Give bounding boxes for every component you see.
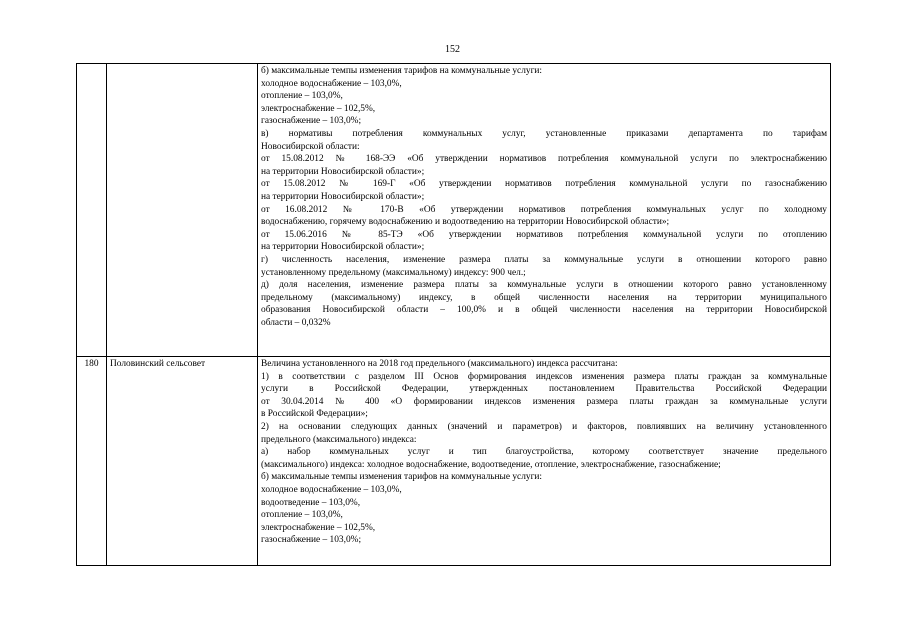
- table-row: [77, 64, 831, 357]
- index-description-cell: [258, 357, 831, 566]
- row-number-cell: 180: [77, 357, 107, 566]
- text-line: от 15.08.2012 № 169-Г «Об утверждении нормативов потребления коммунальной услуги по газоснабжению: [261, 179, 827, 190]
- text-line: (максимального) индекса: холодное водоснабжение, водоотведение, отопление, электроснабжение, газоснабжение;: [261, 459, 721, 470]
- text-line: б) максимальные темпы изменения тарифов на коммунальные услуги:: [261, 472, 543, 483]
- tariff-table: [76, 63, 831, 566]
- text-line: от 15.06.2016 № 85-ТЭ «Об утверждении нормативов потребления коммунальной услуги по отоплению: [261, 229, 827, 240]
- text-line: в Российской Федерации»;: [261, 409, 368, 420]
- text-line: холодное водоснабжение – 103,0%,: [261, 484, 402, 495]
- text-line: 2) на основании следующих данных (значений и параметров) и факторов, повлиявших на величину установленного: [261, 421, 827, 432]
- text-line: Величина установленного на 2018 год предельного (максимального) индекса рассчитана:: [261, 359, 618, 369]
- text-line: Новосибирской области:: [261, 141, 360, 152]
- text-line: отопление – 103,0%,: [261, 510, 343, 521]
- text-line: 1) в соответствии с разделом III Основ формирования индексов изменения размера платы граждан за коммунальные: [261, 371, 827, 382]
- text-line: электроснабжение – 102,5%,: [261, 522, 376, 533]
- text-line: д) доля населения, изменение размера платы за коммунальные услуги в отношении которого равно установленному: [261, 280, 827, 291]
- municipality-name-cell: [107, 64, 258, 357]
- text-line: установленному предельному (максимальному) индексу: 900 чел.;: [261, 267, 526, 278]
- text-line: предельного (максимального) индекса:: [261, 434, 417, 445]
- text-line: в) нормативы потребления коммунальных услуг, установленные приказами департамента по тарифам: [261, 128, 827, 139]
- text-line: электроснабжение – 102,5%,: [261, 103, 376, 114]
- page-number: 152: [445, 44, 460, 55]
- text-line: газоснабжение – 103,0%;: [261, 116, 362, 127]
- municipality-name-cell: Половинский сельсовет: [107, 357, 258, 566]
- text-line: образования Новосибирской области – 100,0% и в общей численности населения на территории Новосибирской: [261, 305, 827, 316]
- text-line: водоснабжению, горячему водоснабжению и водоотведению на территории Новосибирской области»;: [261, 217, 670, 228]
- text-line: от 15.08.2012 № 168-ЭЭ «Об утверждении нормативов потребления коммунальной услуги по электроснабжению: [261, 154, 827, 165]
- table-row: [77, 357, 831, 566]
- text-line: на территории Новосибирской области»;: [261, 191, 425, 202]
- text-line: холодное водоснабжение – 103,0%,: [261, 78, 402, 89]
- text-line: г) численность населения, изменение размера платы за коммунальные услуги в отношении которого равно: [261, 254, 827, 265]
- text-line: от 16.08.2012 № 170-В «Об утверждении нормативов потребления коммунальных услуг по холодному: [261, 204, 827, 215]
- text-line: на территории Новосибирской области»;: [261, 166, 425, 177]
- text-line: области – 0,032%: [261, 317, 331, 328]
- index-description-cell: [258, 64, 831, 357]
- text-line: водоотведение – 103,0%,: [261, 497, 361, 508]
- text-line: услуги в Российской Федерации, утвержденных постановлением Правительства Российской Федерации: [261, 384, 827, 395]
- text-line: отопление – 103,0%,: [261, 91, 343, 102]
- text-line: а) набор коммунальных услуг и тип благоустройства, которому соответствует значение предельного: [261, 447, 827, 458]
- row-number-cell: [77, 64, 107, 357]
- text-line: на территории Новосибирской области»;: [261, 242, 425, 253]
- text-line: газоснабжение – 103,0%;: [261, 535, 362, 546]
- text-line: б) максимальные темпы изменения тарифов на коммунальные услуги:: [261, 66, 543, 76]
- text-line: от 30.04.2014 № 400 «О формировании индексов изменения размера платы граждан за коммунальные услуги: [261, 396, 827, 407]
- text-line: предельному (максимальному) индексу, в общей численности населения на территории муниципального: [261, 292, 827, 303]
